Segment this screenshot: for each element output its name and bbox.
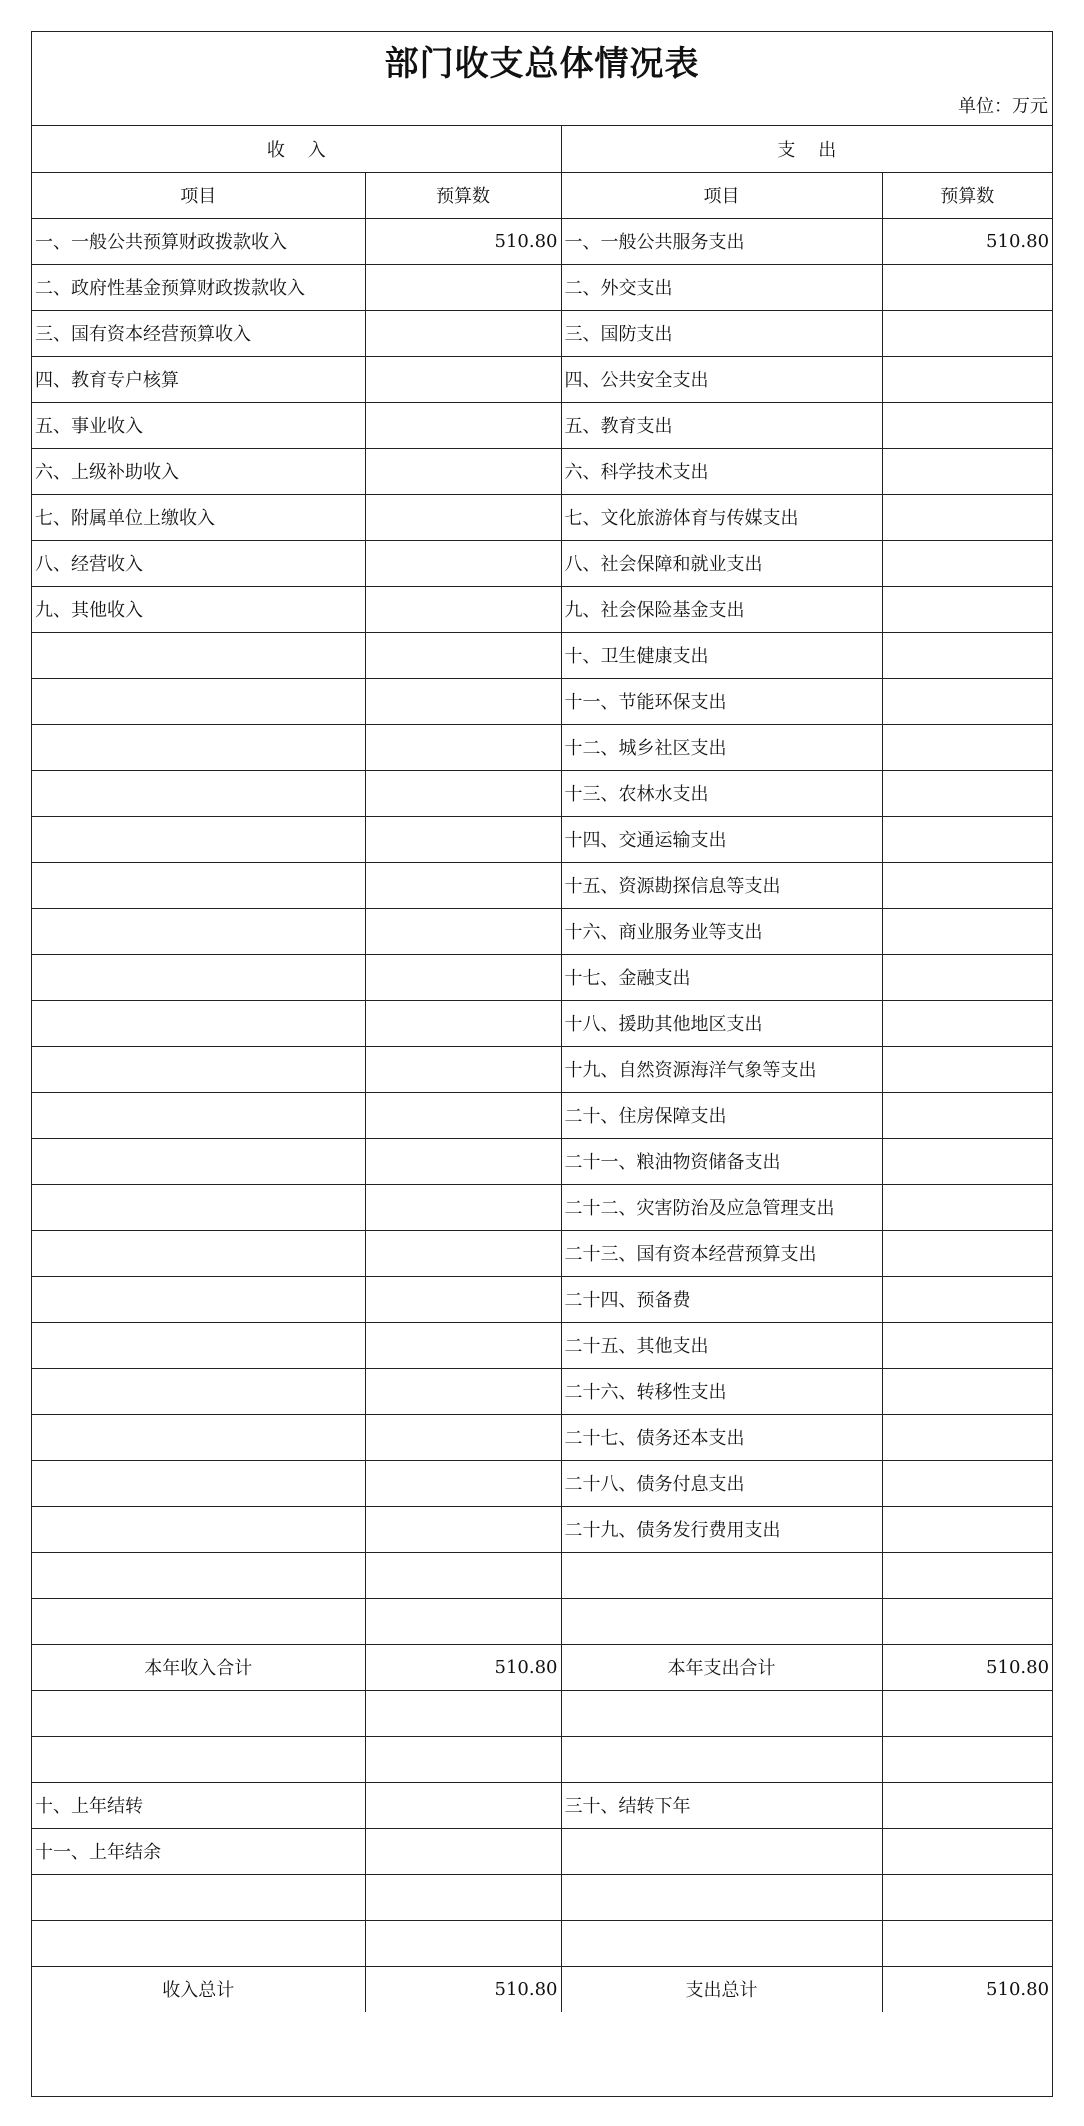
table-row — [32, 632, 1052, 678]
income-item-cell — [32, 1092, 365, 1138]
income-item-cell: 收入总计 — [32, 1966, 365, 2012]
income-section-header: 收 入 — [32, 126, 561, 172]
income-item-cell — [32, 954, 365, 1000]
expense-item-cell — [561, 1598, 882, 1644]
expense-budget-cell — [882, 586, 1052, 632]
table-row — [32, 1322, 1052, 1368]
income-item-cell: 十、上年结转 — [32, 1782, 365, 1828]
income-item-cell — [32, 1230, 365, 1276]
table-row — [32, 908, 1052, 954]
expense-budget-cell — [882, 1690, 1052, 1736]
expense-budget-cell — [882, 1000, 1052, 1046]
income-item-cell: 九、其他收入 — [32, 586, 365, 632]
income-budget-cell — [365, 1736, 561, 1782]
expense-item-cell: 二十、住房保障支出 — [561, 1092, 882, 1138]
income-item-cell: 三、国有资本经营预算收入 — [32, 310, 365, 356]
table-row — [32, 1644, 1052, 1690]
budget-sheet — [31, 31, 1053, 2097]
expense-item-cell: 六、科学技术支出 — [561, 448, 882, 494]
expense-item-cell: 二、外交支出 — [561, 264, 882, 310]
income-budget-cell: 510.80 — [365, 1644, 561, 1690]
table-row — [32, 724, 1052, 770]
expense-budget-cell — [882, 402, 1052, 448]
expense-budget-cell — [882, 1184, 1052, 1230]
expense-budget-cell — [882, 1506, 1052, 1552]
table-row — [32, 1552, 1052, 1598]
income-budget-cell — [365, 1828, 561, 1874]
table-row — [32, 1874, 1052, 1920]
income-budget-cell — [365, 1598, 561, 1644]
income-budget-cell: 510.80 — [365, 1966, 561, 2012]
expense-item-cell: 二十六、转移性支出 — [561, 1368, 882, 1414]
expense-item-cell: 三十、结转下年 — [561, 1782, 882, 1828]
income-item-cell — [32, 770, 365, 816]
table-row — [32, 402, 1052, 448]
expense-item-cell: 十一、节能环保支出 — [561, 678, 882, 724]
expense-item-cell — [561, 1828, 882, 1874]
income-budget-cell — [365, 1368, 561, 1414]
expense-budget-cell — [882, 1230, 1052, 1276]
income-budget-cell — [365, 1460, 561, 1506]
table-row — [32, 1046, 1052, 1092]
table-row — [32, 540, 1052, 586]
expense-budget-cell — [882, 1322, 1052, 1368]
income-budget-cell — [365, 1184, 561, 1230]
income-budget-cell — [365, 1138, 561, 1184]
expense-item-cell — [561, 1690, 882, 1736]
income-item-cell — [32, 678, 365, 724]
expense-budget-cell — [882, 1828, 1052, 1874]
expense-item-cell: 二十一、粮油物资储备支出 — [561, 1138, 882, 1184]
expense-budget-cell — [882, 310, 1052, 356]
table-row — [32, 264, 1052, 310]
expense-budget-cell — [882, 1552, 1052, 1598]
income-budget-cell — [365, 1874, 561, 1920]
expense-budget-cell — [882, 908, 1052, 954]
expense-budget-cell — [882, 678, 1052, 724]
income-item-cell: 五、事业收入 — [32, 402, 365, 448]
income-item-cell: 八、经营收入 — [32, 540, 365, 586]
income-item-cell — [32, 1138, 365, 1184]
income-budget-cell — [365, 1782, 561, 1828]
expense-budget-cell — [882, 264, 1052, 310]
expense-item-cell: 十七、金融支出 — [561, 954, 882, 1000]
income-item-cell — [32, 1690, 365, 1736]
expense-item-cell: 十六、商业服务业等支出 — [561, 908, 882, 954]
expense-item-cell: 二十五、其他支出 — [561, 1322, 882, 1368]
income-budget-cell — [365, 1506, 561, 1552]
table-row — [32, 448, 1052, 494]
income-budget-cell — [365, 264, 561, 310]
table-row — [32, 770, 1052, 816]
income-item-cell — [32, 1046, 365, 1092]
income-budget-cell — [365, 770, 561, 816]
table-row — [32, 1184, 1052, 1230]
income-budget-cell — [365, 402, 561, 448]
expense-budget-cell — [882, 1414, 1052, 1460]
table-row — [32, 1782, 1052, 1828]
income-budget-cell — [365, 862, 561, 908]
table-row — [32, 494, 1052, 540]
income-item-cell: 七、附属单位上缴收入 — [32, 494, 365, 540]
table-row — [32, 1920, 1052, 1966]
income-item-cell — [32, 1552, 365, 1598]
expense-item-cell: 十五、资源勘探信息等支出 — [561, 862, 882, 908]
income-item-cell — [32, 1322, 365, 1368]
expense-budget-cell — [882, 1046, 1052, 1092]
income-item-cell: 本年收入合计 — [32, 1644, 365, 1690]
page-title: 部门收支总体情况表 — [384, 44, 700, 84]
income-budget-cell — [365, 1552, 561, 1598]
expense-item-cell: 本年支出合计 — [561, 1644, 882, 1690]
income-item-cell: 六、上级补助收入 — [32, 448, 365, 494]
table-row — [32, 1460, 1052, 1506]
expense-item-cell: 二十八、债务付息支出 — [561, 1460, 882, 1506]
expense-budget-cell — [882, 1138, 1052, 1184]
income-item-cell — [32, 1598, 365, 1644]
expense-item-cell: 十九、自然资源海洋气象等支出 — [561, 1046, 882, 1092]
table-row — [32, 1506, 1052, 1552]
expense-item-cell: 二十七、债务还本支出 — [561, 1414, 882, 1460]
expense-item-cell: 五、教育支出 — [561, 402, 882, 448]
table-row — [32, 218, 1052, 264]
expense-budget-cell: 510.80 — [882, 1644, 1052, 1690]
table-row — [32, 1368, 1052, 1414]
expense-budget-cell — [882, 862, 1052, 908]
income-item-cell — [32, 724, 365, 770]
expense-budget-cell — [882, 356, 1052, 402]
expense-budget-cell — [882, 1782, 1052, 1828]
expense-budget-cell — [882, 1276, 1052, 1322]
expense-item-cell: 三、国防支出 — [561, 310, 882, 356]
expense-item-cell: 七、文化旅游体育与传媒支出 — [561, 494, 882, 540]
expense-budget-cell — [882, 448, 1052, 494]
expense-budget-header: 预算数 — [882, 172, 1052, 218]
table-row — [32, 1414, 1052, 1460]
income-budget-cell — [365, 448, 561, 494]
income-item-header: 项目 — [32, 172, 365, 218]
income-item-cell — [32, 816, 365, 862]
income-item-cell — [32, 1276, 365, 1322]
expense-budget-cell — [882, 1460, 1052, 1506]
unit-label: 单位：万元 — [958, 96, 1048, 117]
expense-budget-cell — [882, 1598, 1052, 1644]
table-row — [32, 1230, 1052, 1276]
table-row — [32, 356, 1052, 402]
income-budget-cell — [365, 816, 561, 862]
table-row — [32, 1276, 1052, 1322]
income-item-cell — [32, 1000, 365, 1046]
expense-budget-cell: 510.80 — [882, 218, 1052, 264]
income-item-cell — [32, 1506, 365, 1552]
expense-budget-cell — [882, 632, 1052, 678]
income-budget-cell — [365, 954, 561, 1000]
income-budget-header: 预算数 — [365, 172, 561, 218]
expense-item-cell: 九、社会保险基金支出 — [561, 586, 882, 632]
income-budget-cell — [365, 1000, 561, 1046]
expense-budget-cell — [882, 1920, 1052, 1966]
expense-budget-cell — [882, 494, 1052, 540]
income-budget-cell — [365, 540, 561, 586]
income-item-cell — [32, 1414, 365, 1460]
expense-budget-cell — [882, 770, 1052, 816]
expense-item-cell: 四、公共安全支出 — [561, 356, 882, 402]
expense-budget-cell — [882, 1736, 1052, 1782]
income-item-cell — [32, 1184, 365, 1230]
income-budget-cell — [365, 1690, 561, 1736]
table-row — [32, 862, 1052, 908]
expense-budget-cell — [882, 1874, 1052, 1920]
table-row — [32, 816, 1052, 862]
table-row — [32, 678, 1052, 724]
income-budget-cell — [365, 494, 561, 540]
expense-item-cell: 十三、农林水支出 — [561, 770, 882, 816]
income-budget-cell: 510.80 — [365, 218, 561, 264]
expense-item-cell: 二十九、债务发行费用支出 — [561, 1506, 882, 1552]
expense-budget-cell — [882, 1092, 1052, 1138]
income-item-cell: 十一、上年结余 — [32, 1828, 365, 1874]
income-item-cell — [32, 1920, 365, 1966]
expense-item-cell — [561, 1736, 882, 1782]
income-budget-cell — [365, 1230, 561, 1276]
income-budget-cell — [365, 356, 561, 402]
income-budget-cell — [365, 1276, 561, 1322]
expense-item-cell: 一、一般公共服务支出 — [561, 218, 882, 264]
expense-item-cell: 十八、援助其他地区支出 — [561, 1000, 882, 1046]
expense-item-cell: 十、卫生健康支出 — [561, 632, 882, 678]
income-budget-cell — [365, 724, 561, 770]
income-item-cell — [32, 1874, 365, 1920]
table-row — [32, 1966, 1052, 2012]
section-header-row — [32, 126, 1052, 172]
expense-budget-cell — [882, 954, 1052, 1000]
income-item-cell: 二、政府性基金预算财政拨款收入 — [32, 264, 365, 310]
income-budget-cell — [365, 678, 561, 724]
table-row — [32, 1828, 1052, 1874]
income-item-cell: 一、一般公共预算财政拨款收入 — [32, 218, 365, 264]
expense-item-cell: 二十三、国有资本经营预算支出 — [561, 1230, 882, 1276]
table-row — [32, 1736, 1052, 1782]
expense-item-cell — [561, 1920, 882, 1966]
expense-item-cell: 十四、交通运输支出 — [561, 816, 882, 862]
table-row — [32, 1690, 1052, 1736]
expense-item-cell: 二十四、预备费 — [561, 1276, 882, 1322]
income-budget-cell — [365, 1920, 561, 1966]
table-row — [32, 1598, 1052, 1644]
income-budget-cell — [365, 1414, 561, 1460]
expense-item-cell: 二十二、灾害防治及应急管理支出 — [561, 1184, 882, 1230]
income-item-cell — [32, 908, 365, 954]
income-item-cell — [32, 1460, 365, 1506]
table-row — [32, 586, 1052, 632]
expense-budget-cell — [882, 1368, 1052, 1414]
expense-item-cell: 支出总计 — [561, 1966, 882, 2012]
expense-item-cell: 十二、城乡社区支出 — [561, 724, 882, 770]
table-row — [32, 1092, 1052, 1138]
column-header-row — [32, 172, 1052, 218]
table-row — [32, 954, 1052, 1000]
income-item-cell — [32, 1368, 365, 1414]
income-item-cell — [32, 862, 365, 908]
expense-item-cell: 八、社会保障和就业支出 — [561, 540, 882, 586]
income-item-cell: 四、教育专户核算 — [32, 356, 365, 402]
income-item-cell — [32, 1736, 365, 1782]
table-row — [32, 310, 1052, 356]
income-budget-cell — [365, 1322, 561, 1368]
income-budget-cell — [365, 586, 561, 632]
title-block — [32, 32, 1052, 126]
expense-budget-cell: 510.80 — [882, 1966, 1052, 2012]
income-budget-cell — [365, 1046, 561, 1092]
expense-item-cell — [561, 1552, 882, 1598]
table-row — [32, 1000, 1052, 1046]
income-budget-cell — [365, 908, 561, 954]
income-budget-cell — [365, 1092, 561, 1138]
expense-item-header: 项目 — [561, 172, 882, 218]
expense-item-cell — [561, 1874, 882, 1920]
expense-budget-cell — [882, 540, 1052, 586]
income-item-cell — [32, 632, 365, 678]
expense-budget-cell — [882, 816, 1052, 862]
table-row — [32, 1138, 1052, 1184]
expense-section-header: 支 出 — [561, 126, 1052, 172]
income-budget-cell — [365, 632, 561, 678]
budget-table — [32, 126, 1052, 2012]
income-budget-cell — [365, 310, 561, 356]
expense-budget-cell — [882, 724, 1052, 770]
